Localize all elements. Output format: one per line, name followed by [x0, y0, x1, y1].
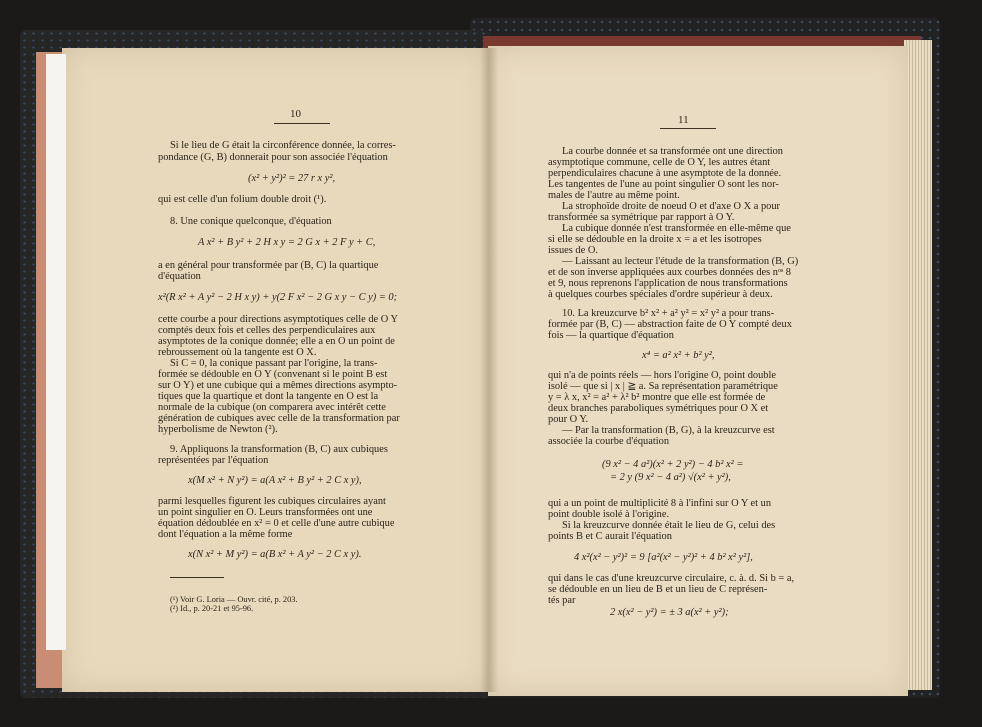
page-number: 11: [678, 114, 689, 126]
text-line: transformée sa symétrique par rapport à O Y.: [548, 212, 735, 223]
text-line: point double isolé à l'origine.: [548, 509, 670, 520]
text-line: Si la kreuzcurve donnée était le lieu de G, celui des: [562, 520, 776, 531]
text-line: génération de cubiques avec celle de la transformation par: [158, 413, 400, 424]
text-line: points B et C aurait l'équation: [548, 531, 672, 542]
equation: x(M x² + N y²) = a(A x² + B y² + 2 C x y),: [188, 475, 362, 486]
text-line: — Laissant au lecteur l'étude de la transformation (B, G): [562, 256, 799, 267]
footnote: (¹) Voir G. Loria — Ouvr. cité, p. 203.: [170, 595, 298, 604]
text-line: rebroussement où la tangente est O X.: [158, 347, 317, 358]
equation: (9 x² − 4 a²)(x² + 2 y²) − 4 b² x² =: [602, 459, 744, 470]
text-line: deux branches paraboliques symétriques pour O X et: [548, 403, 769, 414]
text-line: associée la courbe d'équation: [548, 436, 670, 447]
text-line: dont l'équation a la même forme: [158, 529, 293, 540]
text-line: Si le lieu de G était la circonférence donnée, la corres-: [170, 140, 396, 151]
equation: x²(R x² + A y² − 2 H x y) + y(2 F x² − 2 G x y − C y) = 0;: [158, 292, 398, 303]
text-line: tiques que la quartique et dont la tangente en O est la: [158, 391, 379, 402]
text-line: un point singulier en O. Leurs transformées ont une: [158, 507, 373, 518]
left-page: [62, 48, 490, 692]
text-line: se dédouble en un lieu de B et un lieu de C représen-: [548, 584, 768, 595]
equation: (x² + y²)² = 27 r x y²,: [248, 173, 336, 184]
page-block-right: [904, 40, 932, 690]
section-heading: 9. Appliquons la transformation (B, C) aux cubiques: [170, 444, 388, 455]
text-line: et 9, nous reprenons l'application de nous transformations: [548, 278, 788, 289]
text-line: cette courbe a pour directions asymptotiques celle de O Y: [158, 314, 398, 325]
footnote-rule: [170, 577, 224, 578]
text-line: La courbe donnée et sa transformée ont une direction: [562, 146, 783, 157]
text-line: asymptotes de la conique donnée; elle a en O un point de: [158, 336, 395, 347]
text-line: qui n'a de points réels — hors l'origine O, point double: [548, 370, 776, 381]
text-line: La strophoïde droite de noeud O et d'axe O X a pour: [562, 201, 780, 212]
text-line: Si C = 0, la conique passant par l'origine, la trans-: [170, 358, 378, 369]
equation: = 2 y (9 x² − 4 a²) √(x² + y²),: [610, 472, 731, 483]
text-line: qui est celle d'un folium double droit (¹).: [158, 194, 327, 205]
header-rule: [660, 128, 716, 129]
equation: 4 x²(x² − y²)² = 9 [a²(x² − y²)² + 4 b² x² y²],: [574, 552, 753, 563]
text-line: normale de la cubique (on comparera avec intérêt cette: [158, 402, 386, 413]
text-line: équation dédoublée en x² = 0 et celle d'une autre cubique: [158, 518, 395, 529]
equation: x(N x² + M y²) = a(B x² + A y² − 2 C x y).: [188, 549, 362, 560]
text-line: qui dans le cas d'une kreuzcurve circulaire, c. à. d. Si b = a,: [548, 573, 795, 584]
equation: x⁴ = a² x² + b² y²,: [642, 350, 715, 361]
text-line: comptés deux fois et celles des perpendiculaires aux: [158, 325, 376, 336]
text-line: à quelques courbes spéciales d'ordre supérieur à deux.: [548, 289, 773, 300]
text-line: formée se dédouble en O Y (convenant si le point B est: [158, 369, 388, 380]
text-line: d'équation: [158, 271, 201, 282]
right-page: [488, 46, 908, 696]
text-line: pondance (G, B) donnerait pour son associée l'équation: [158, 152, 388, 163]
text-line: si elle se dédouble en la droite x = a et les isotropes: [548, 234, 762, 245]
text-line: pour O Y.: [548, 414, 589, 425]
text-line: La cubique donnée n'est transformée en elle-même que: [562, 223, 791, 234]
footnote: (²) Id., p. 20-21 et 95-96.: [170, 604, 254, 613]
text-line: qui a un point de multiplicité 8 à l'infini sur O Y et un: [548, 498, 772, 509]
text-line: Les tangentes de l'une au point singulier O sont les nor-: [548, 179, 779, 190]
text-line: et de son inverse appliquées aux courbes données des nᵒˢ 8: [548, 267, 791, 278]
text-line: parmi lesquelles figurent les cubiques circulaires ayant: [158, 496, 386, 507]
page-number: 10: [290, 108, 301, 120]
text-line: males de l'autre au même point.: [548, 190, 680, 201]
white-strip: [46, 54, 66, 650]
text-line: perpendiculaires chacune à une asymptote de la donnée.: [548, 168, 782, 179]
section-heading: 10. La kreuzcurve b² x² + a² y² = x² y² a pour trans-: [562, 308, 775, 319]
text-line: isolé — que si | x | ≧ a. Sa représentation paramétrique: [548, 381, 778, 392]
text-line: hyperbolisme de Newton (²).: [158, 424, 278, 435]
text-line: fois — la quartique d'équation: [548, 330, 674, 341]
text-line: formée par (B, C) — abstraction faite de O Y compté deux: [548, 319, 792, 330]
equation: A x² + B y² + 2 H x y = 2 G x + 2 F y + C,: [198, 237, 376, 248]
text-line: sur O Y) et une cubique qui a mêmes directions asympto-: [158, 380, 398, 391]
equation: 2 x(x² − y²) = ± 3 a(x² + y²);: [610, 607, 729, 618]
text-line: issues de O.: [548, 245, 598, 256]
text-line: représentées par l'équation: [158, 455, 269, 466]
text-line: a en général pour transformée par (B, C) la quartique: [158, 260, 379, 271]
text-line: asymptotique commune, celle de O Y, les autres étant: [548, 157, 771, 168]
text-line: — Par la transformation (B, G), à la kreuzcurve est: [562, 425, 775, 436]
book-gutter: [480, 48, 498, 692]
text-line: tés par: [548, 595, 576, 606]
section-heading: 8. Une conique quelconque, d'équation: [170, 216, 332, 227]
text-line: y = λ x, x² = a² + λ² b² montre que elle est formée de: [548, 392, 766, 403]
header-rule: [274, 123, 330, 124]
